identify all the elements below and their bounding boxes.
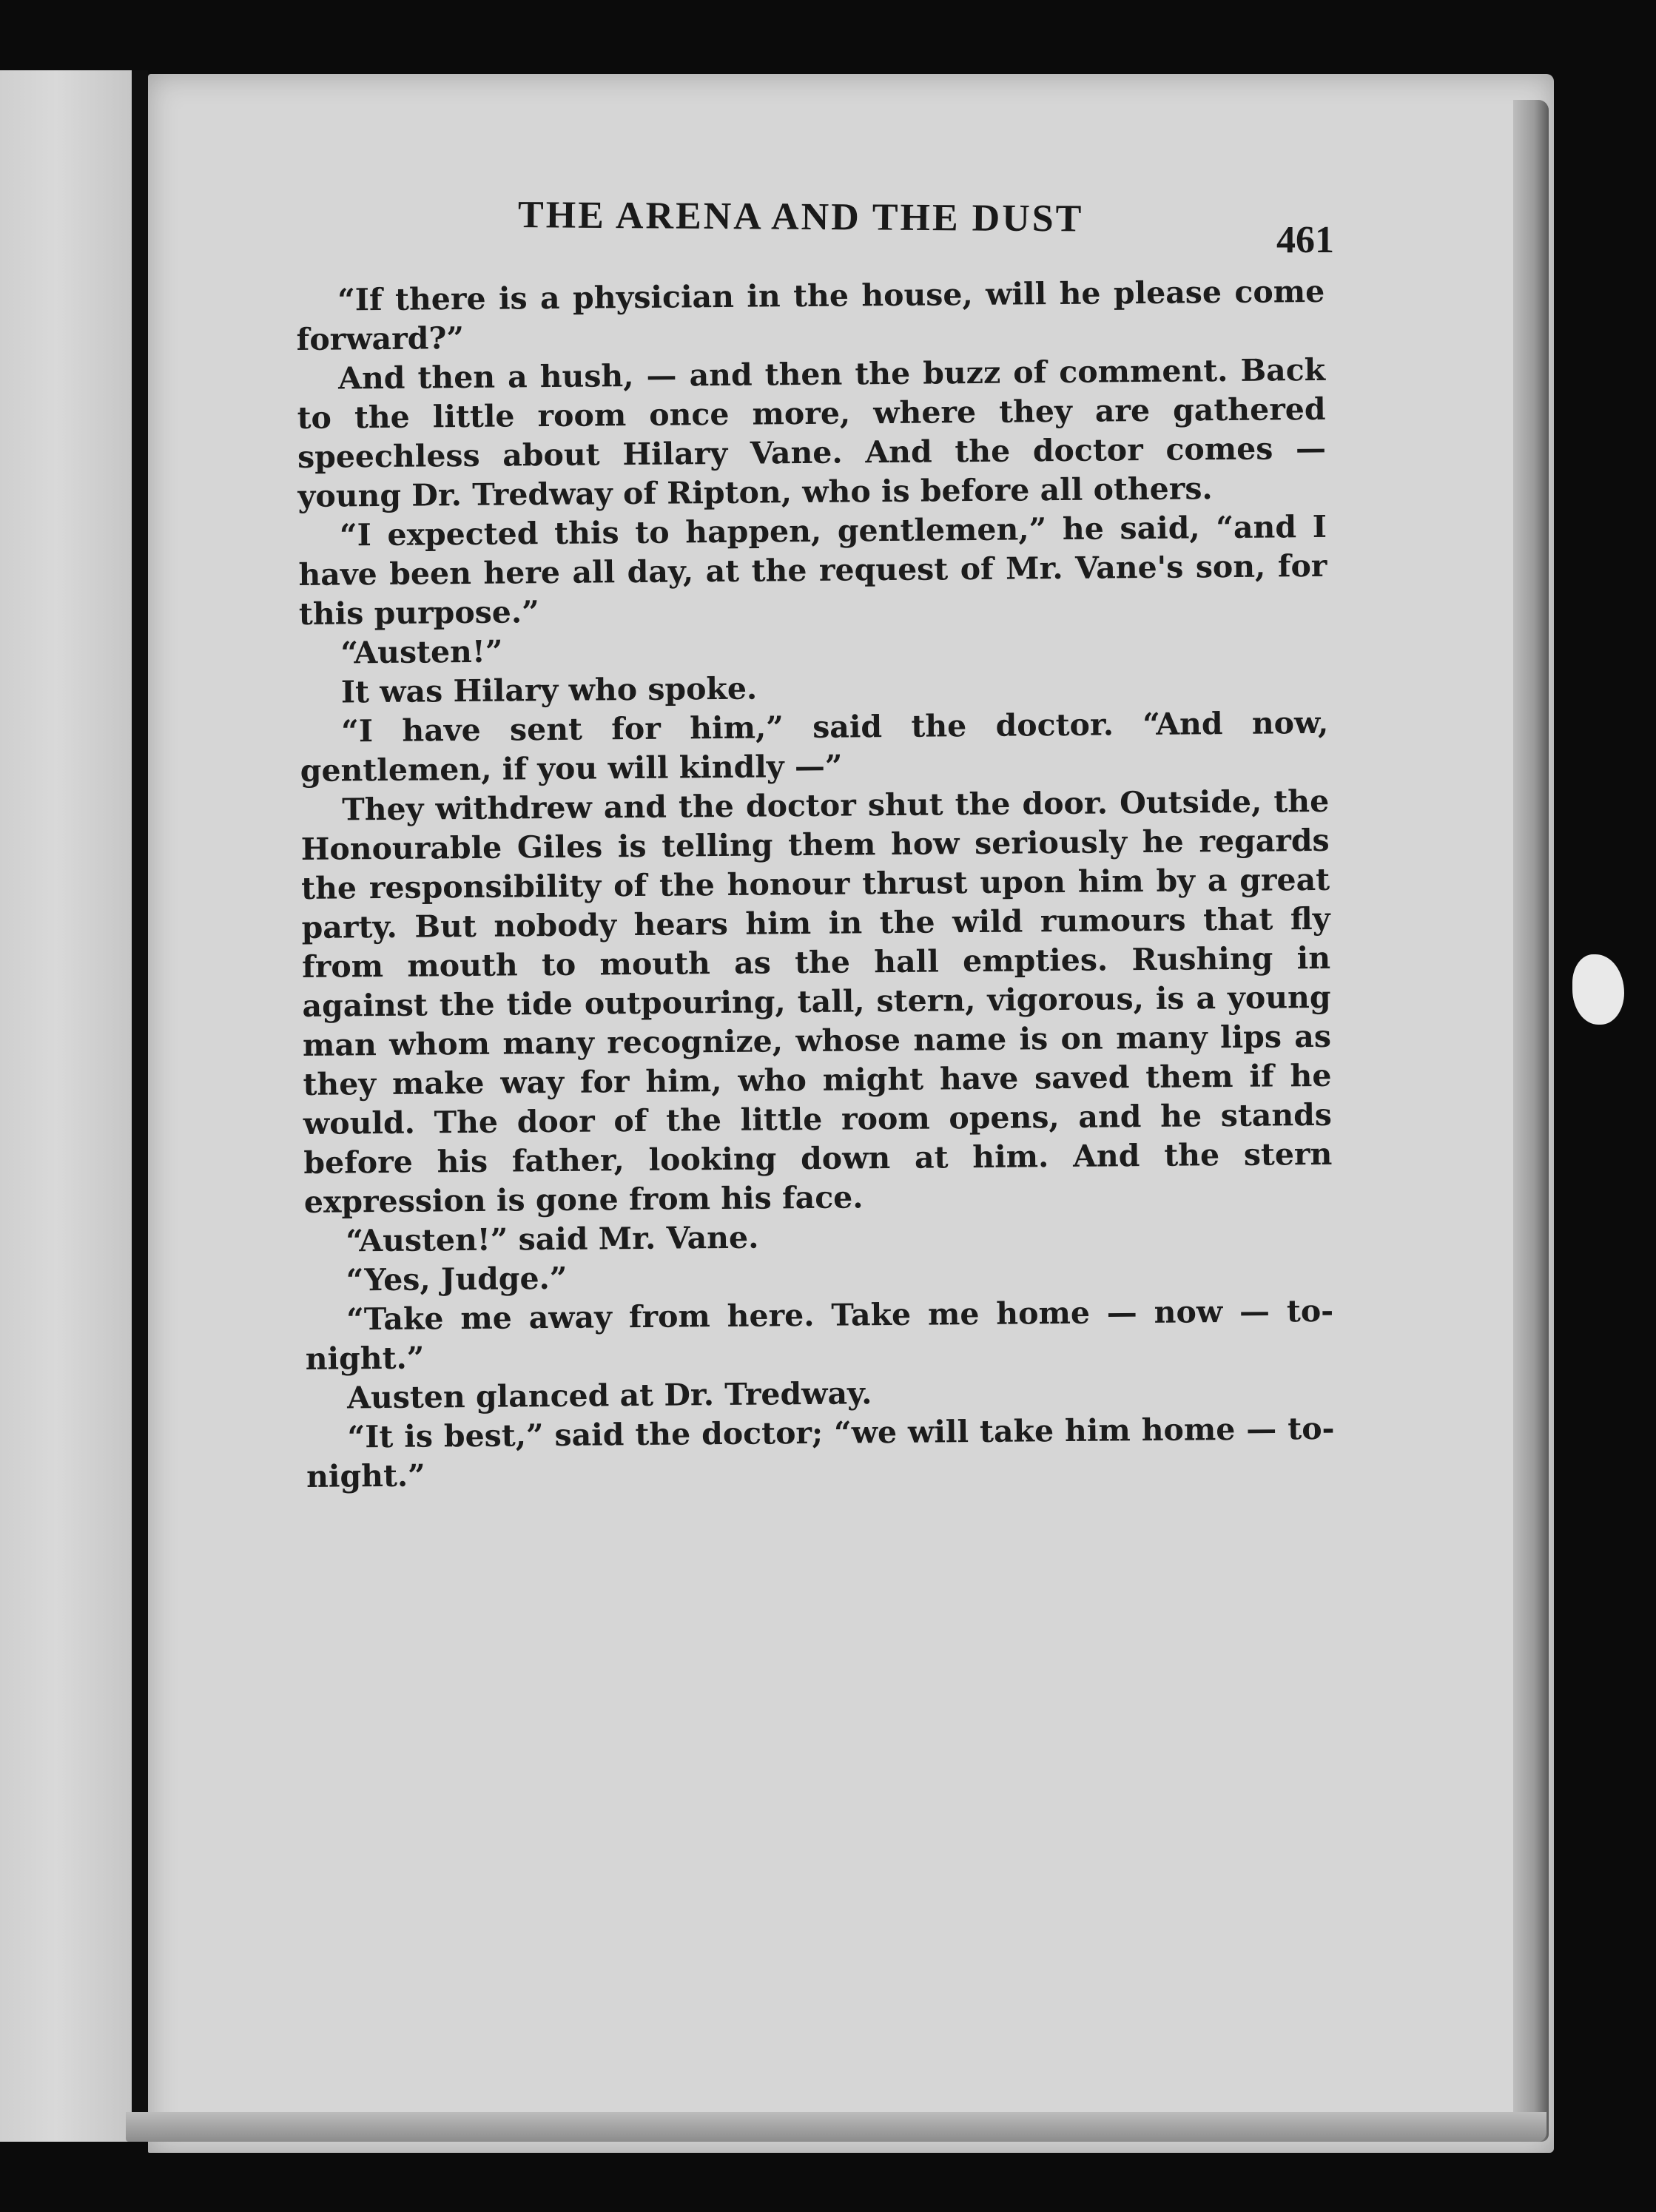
paragraph: Austen glanced at Dr. Tredway. [346,1375,872,1416]
body-text [296,272,1335,1497]
paragraph: “I expected this to happen, gentlemen,” he said, “and I have been here all day, at the request of Mr. Vane's son, for this purpose.” [298,508,1327,632]
paper-damage-mark [1572,954,1624,1025]
book-gutter [132,70,148,2142]
facing-page-edge [0,70,141,2142]
paragraph: “Austen!” [340,633,503,671]
paragraph: “Austen!” said Mr. Vane. [346,1219,759,1259]
paragraph: They withdrew and the doctor shut the door. Outside, the Honourable Giles is telling them how seriously he regards the responsibility of the honour thrust upon him by a great party. But nobody hears him in the wild rumours that fly from mouth to mouth as the hall empties. Rushing in against the tide outpouring, tall, stern, vigorous, is a young man whom many recognize, whose name is on many lips as they make way for him, who might have saved them if he would. The door of the little room opens, and he stands before his father, looking down at him. And the stern expression is gone from his face. [300,783,1333,1220]
paragraph: “Yes, Judge.” [346,1260,568,1298]
paragraph: “If there is a physician in the house, will he please come forward?” [296,273,1325,357]
paragraph: “I have sent for him,” said the doctor. “And now, gentlemen, if you will kindly —” [300,704,1329,789]
paragraph: “Take me away from here. Take me home — now — to-night.” [305,1292,1334,1377]
paragraph: And then a hush, — and then the buzz of comment. Back to the little room once more, where they are gathered speechless about Hilary Vane. And the doctor comes — young Dr. Tredway of Ripton, who is before all others. [297,351,1327,514]
paragraph: “It is best,” said the doctor; “we will take him home — to-night.” [306,1410,1335,1494]
running-title: THE ARENA AND THE DUST [517,194,1084,240]
paragraph: It was Hilary who spoke. [340,670,758,710]
page-fore-edge [1513,100,1549,2142]
page-bottom-edge [126,2112,1546,2142]
page-number: 461 [1276,219,1334,261]
